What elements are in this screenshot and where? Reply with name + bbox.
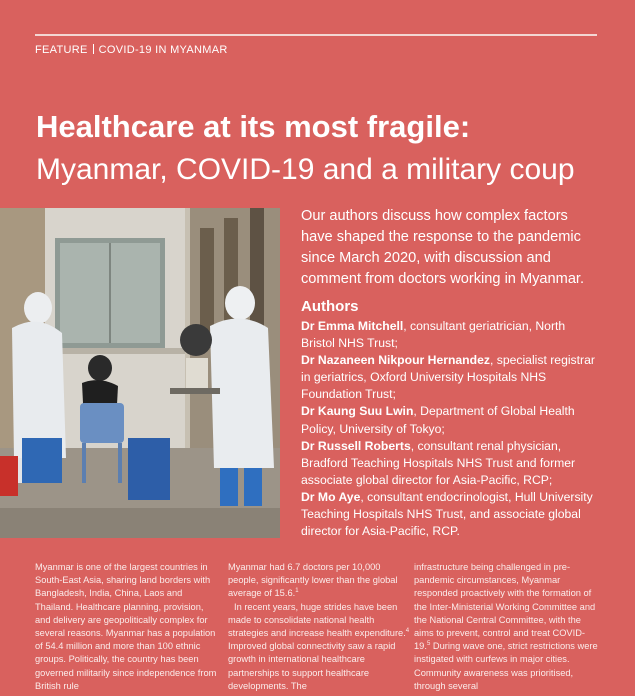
footnote-ref: 1	[295, 588, 299, 595]
body-text: Improved global connectivity saw a rapid growth in international healthcare partnerships to support healthcare developments. The	[228, 641, 396, 691]
author-item	[301, 352, 601, 403]
body-column-2	[228, 561, 413, 693]
author-item	[301, 489, 601, 540]
subsection-name: COVID-19 IN MYANMAR	[98, 44, 228, 56]
author-item	[301, 438, 601, 489]
author-item	[301, 403, 601, 437]
author-role: , specialist registrar in geriatrics, Oxford University Hospitals NHS Foundation Trust;	[301, 353, 595, 402]
article-title: Healthcare at its most fragile:	[36, 109, 471, 144]
body-text: infrastructure being challenged in pre-pandemic circumstances, Myanmar responded proactively with the formation of the Inter-Ministerial Working Committee and the National Central Committee, with the aims to prevent, control and treat COVID-19.	[414, 562, 596, 652]
author-role: , consultant renal physician, Bradford Teaching Hospitals NHS Trust and former associate global director for Asia-Pacific, RCP;	[301, 438, 576, 487]
section-label	[35, 44, 228, 56]
author-role: , Department of Global Health Policy, University of Tokyo;	[301, 404, 575, 436]
body-paragraph	[414, 561, 599, 693]
section-divider	[93, 44, 94, 54]
body-paragraph	[228, 601, 413, 693]
author-item	[301, 318, 601, 352]
author-name: Dr Kaung Suu Lwin	[301, 404, 414, 419]
author-role: , consultant endocrinologist, Hull University Teaching Hospitals NHS Trust, and associate global director for Asia-Pacific, RCP.	[301, 489, 593, 539]
header-rule	[35, 34, 597, 36]
body-text: During wave one, strict restrictions were instigated with curfews in major cities. Community awareness was prioritised, through several	[414, 641, 598, 691]
body-column-1	[35, 561, 220, 693]
body-text: Myanmar had 6.7 doctors per 10,000 people, significantly lower than the global average of 15.6.	[228, 562, 398, 599]
article-subtitle: Myanmar, COVID-19 and a military coup	[36, 153, 575, 186]
body-text: In recent years, huge strides have been made to consolidate national health strategies and increase health expenditure.	[228, 601, 406, 639]
section-name: FEATURE	[35, 44, 88, 56]
body-paragraph	[228, 561, 413, 601]
author-role: , consultant geriatrician, North Bristol NHS Trust;	[301, 319, 566, 351]
footnote-ref: 5	[426, 641, 431, 648]
authors-heading: Authors	[301, 298, 359, 315]
author-name: Dr Nazaneen Nikpour Hernandez	[301, 353, 490, 368]
footnote-ref: 4	[405, 627, 410, 634]
body-column-3	[414, 561, 599, 693]
author-name: Dr Russell Roberts	[301, 438, 411, 453]
covid-testing-booth-photo	[0, 208, 280, 538]
authors-list	[301, 318, 601, 540]
author-name: Dr Mo Aye	[301, 489, 361, 504]
body-paragraph: Myanmar is one of the largest countries in South-East Asia, sharing land borders with Bangladesh, India, China, Laos and Thailand. Healthcare planning, provision, and delivery are geopolitically complex for several reasons. Myanmar has a population of 54.4 million and more than 100 ethnic groups. Politically, the country has been governed militarily since independence from British rule	[35, 562, 217, 691]
intro-standfirst: Our authors discuss how complex factors have shaped the response to the pandemic since March 2020, with discussion and comment from doctors working in Myanmar.	[301, 208, 585, 287]
article-photo	[0, 208, 280, 538]
author-name: Dr Emma Mitchell	[301, 319, 404, 333]
